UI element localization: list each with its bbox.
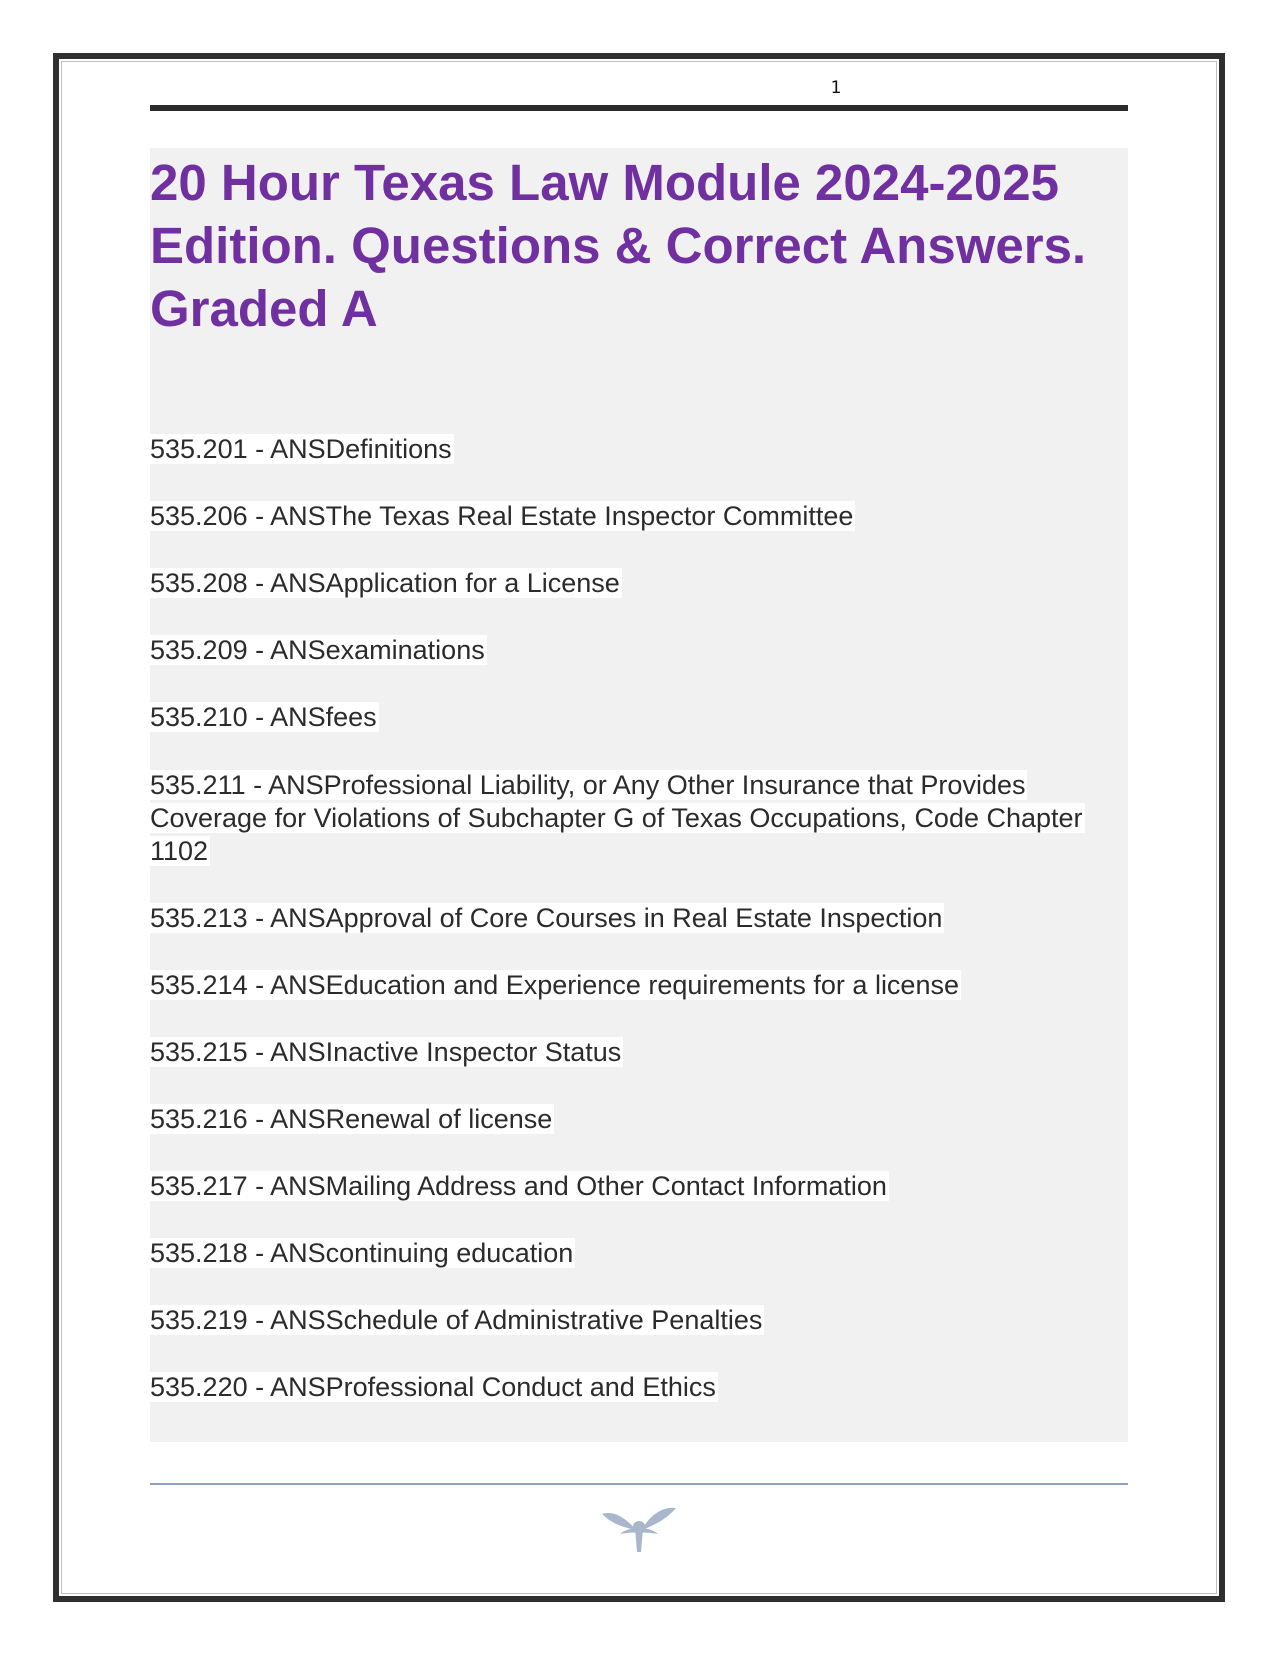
list-item	[150, 634, 1130, 667]
list-item-text: 535.201 - ANSDefinitions	[150, 434, 452, 464]
list-item	[150, 567, 1130, 600]
list-item-text: 535.206 - ANSThe Texas Real Estate Inspector Committee	[150, 501, 854, 531]
list-item	[150, 769, 1125, 868]
list-item-text: 535.216 - ANSRenewal of license	[150, 1104, 553, 1134]
list-item	[150, 1371, 1130, 1404]
footer-rule	[150, 1483, 1128, 1485]
list-item-text: 535.217 - ANSMailing Address and Other Contact Information	[150, 1171, 887, 1201]
list-item-text: 535.210 - ANSfees	[150, 702, 377, 732]
list-item	[150, 701, 1130, 734]
list-item	[150, 1237, 1130, 1270]
page-number: 1	[830, 78, 842, 98]
list-item	[150, 902, 1130, 935]
list-item-text: 535.208 - ANSApplication for a License	[150, 568, 620, 598]
list-item-text: 535.214 - ANSEducation and Experience requirements for a license	[150, 970, 959, 1000]
bird-logo-icon	[600, 1500, 678, 1556]
list-item	[150, 969, 1130, 1002]
list-item	[150, 1170, 1130, 1203]
list-item-text: 535.209 - ANSexaminations	[150, 635, 485, 665]
list-item	[150, 500, 1130, 533]
list-item-text: 535.215 - ANSInactive Inspector Status	[150, 1037, 622, 1067]
list-item-text: 535.220 - ANSProfessional Conduct and Ethics	[150, 1372, 716, 1402]
list-item-text: 535.218 - ANScontinuing education	[150, 1238, 574, 1268]
header-rule	[150, 105, 1128, 111]
document-title: 20 Hour Texas Law Module 2024-2025 Edition. Questions & Correct Answers. Graded A	[150, 154, 1087, 337]
list-item-text: 535.211 - ANSProfessional Liability, or Any Other Insurance that Provides Coverage for Violations of Subchapter G of Texas Occupations, Code Chapter 1102	[150, 770, 1083, 866]
list-item	[150, 433, 1130, 466]
list-item-text: 535.213 - ANSApproval of Core Courses in Real Estate Inspection	[150, 903, 943, 933]
list-item-text: 535.219 - ANSSchedule of Administrative Penalties	[150, 1305, 763, 1335]
list-item	[150, 1103, 1130, 1136]
list-item	[150, 1036, 1130, 1069]
list-item	[150, 1304, 1130, 1337]
